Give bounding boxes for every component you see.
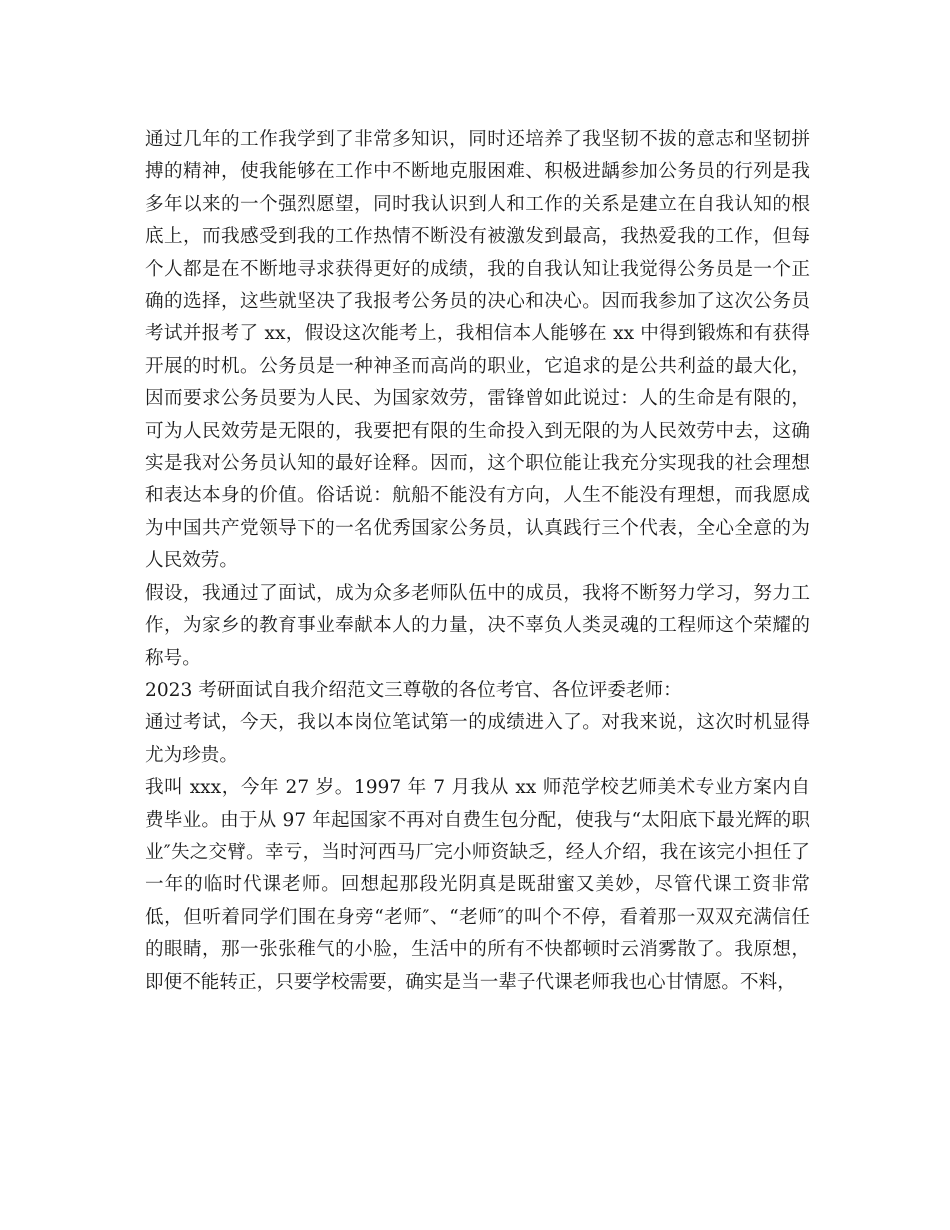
paragraph-interview-pledge: 假设，我通过了面试，成为众多老师队伍中的成员，我将不断努力学习，努力工作，为家乡的教育事业奉献本人的力量，决不辜负人类灵魂的工程师这个荣耀的称号。 <box>145 582 810 669</box>
document-body <box>145 124 810 999</box>
paragraph-civil-servant-motivation: 通过几年的工作我学到了非常多知识，同时还培养了我坚韧不拔的意志和坚韧拼搏的精神，使我能够在工作中不断地克服困难、积极进龋参加公务员的行列是我多年以来的一个强烈愿望，同时我认识到人和工作的关系是建立在自我认知的根底上，而我感受到我的工作热情不断没有被激发到最高，我热爱我的工作，但每个人都是在不断地寻求获得更好的成绩，我的自我认知让我觉得公务员是一个正确的选择，这些就坚决了我报考公务员的决心和决心。因而我参加了这次公务员考试并报考了 xx，假设这次能考上，我相信本人能够在 xx 中得到锻炼和有获得开展的时机。公务员是一种神圣而高尚的职业，它追求的是公共利益的最大化，因而要求公务员要为人民、为国家效劳，雷锋曾如此说过：人的生命是有限的，可为人民效劳是无限的，我要把有限的生命投入到无限的为人民效劳中去，这确实是我对公务员认知的最好诠释。因而，这个职位能让我充分实现我的社会理想和表达本身的价值。俗话说：航船不能没有方向，人生不能没有理想，而我愿成为中国共产党领导下的一名优秀国家公务员，认真践行三个代表，全心全意的为人民效劳。 <box>145 129 810 572</box>
paragraph-sample-heading: 2023 考研面试自我介绍范文三尊敬的各位考官、各位评委老师： <box>145 679 682 701</box>
paragraph-personal-history: 我叫 xxx，今年 27 岁。1997 年 7 月我从 xx 师范学校艺师美术专业方案内自费毕业。由于从 97 年起国家不再对自费生包分配，使我与“太阳底下最光辉的职业″失之交臂。幸亏，当时河西马厂完小师资缺乏，经人介绍，我在该完小担任了一年的临时代课老师。回想起那段光阴真是既甜蜜又美妙，尽管代课工资非常低，但听着同学们围在身旁“老师″、“老师″的叫个不停，看着那一双双充满信任的眼睛，那一张张稚气的小脸，生活中的所有不快都顿时云消雾散了。我原想，即便不能转正，只要学校需要，确实是当一辈子代课老师我也心甘情愿。不料， <box>145 777 810 993</box>
paragraph-exam-result: 通过考试，今天，我以本岗位笔试第一的成绩进入了。对我来说，这次时机显得尤为珍贵。 <box>145 712 810 766</box>
